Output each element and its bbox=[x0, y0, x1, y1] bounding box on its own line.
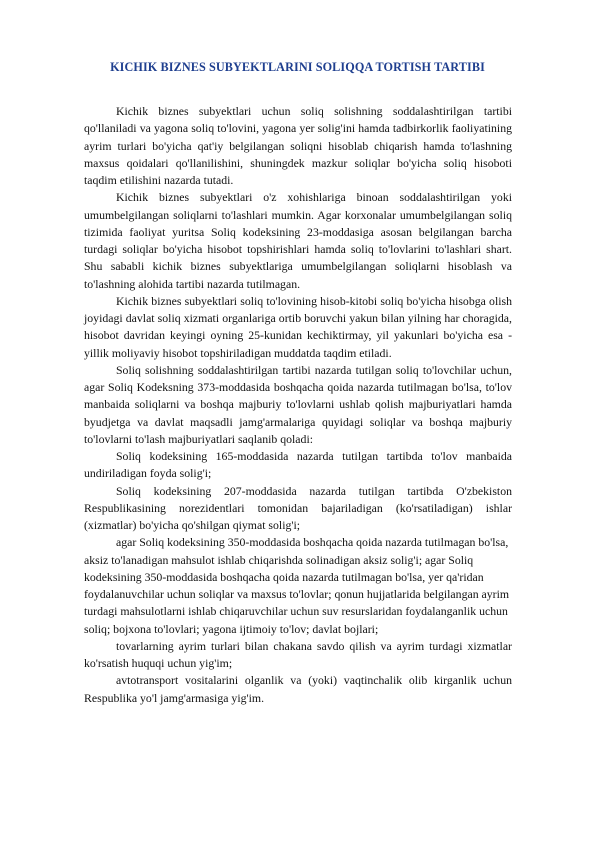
document-title: KICHIK BIZNES SUBYEKTLARINI SOLIQQA TORTISH TARTIBI bbox=[110, 60, 485, 74]
paragraph-simplified-procedure: Kichik biznes subyektlari uchun soliq solishning soddalashtirilgan tartibi qo'llaniladi va yagona soliq to'lovini, yagona yer solig'ini hamda tadbirkorlik faoliyatining ayrim turlari bo'yicha qat'iy belgilangan soliqni hisoblab chiqarish hamda to'lashning maxsus qoidalari qo'llanilishini, shuningdek mazkur soliqlar bo'yicha soliq hisoboti taqdim etilishini nazarda tutadi. bbox=[84, 104, 512, 187]
paragraph-retained-obligations: Soliq solishning soddalashtirilgan tartibi nazarda tutilgan soliq to'lovchilar uchun, agar Soliq Kodeksning 373-moddasida boshqacha qoida nazarda tutilmagan bo'lsa, to'lov manbaida soliqlarni va boshqa majburiy to'lovlarni ushlab qolish majburiyatlari hamda byudjetga va davlat maqsadli jamg'armalariga quyidagi soliqlar va boshqa majburiy to'lovlarni to'lash majburiyatlari saqlanib qoladi: bbox=[84, 362, 512, 446]
paragraph-reporting-deadline: Kichik biznes subyektlari soliq to'lovining hisob-kitobi soliq bo'yicha hisobga olish joyidagi davlat soliq xizmati organlariga ortib boruvchi yakun bilan yilning har choragida, hisobot davridan keyingi oyning 25-kunidan kechiktirmay, yil yakunlari bo'yicha esa - yillik moliyaviy hisobot topshiriladigan muddatda taqdim etiladi. bbox=[84, 293, 512, 360]
document-body bbox=[84, 103, 512, 707]
paragraph-excise-and-other: agar Soliq kodeksining 350-moddasida boshqacha qoida nazarda tutilmagan bo'lsa, aksiz to'lanadigan mahsulot ishlab chiqarishda solinadigan aksiz solig'i; agar Soliq kodeksining 350-moddasida boshqacha qoida nazarda tutilmagan bo'lsa, yer qa'ridan foydalanuvchilar uchun soliqlar va maxsus to'lovlar; qonun hujjatlarida belgilangan ayrim turdagi mahsulotlarni ishlab chiqaruvchilar uchun suv resurslaridan foydalanganlik uchun soliq; bojxona to'lovlari; yagona ijtimoiy to'lov; davlat bojlari; bbox=[84, 535, 510, 636]
paragraph-vat: Soliq kodeksining 207-moddasida nazarda tutilgan tartibda O'zbekiston Respublikasining norezidentlari tomonidan bajariladigan (ko'rsatiladigan) ishlar (xizmatlar) bo'yicha qo'shilgan qiymat solig'i; bbox=[84, 483, 512, 532]
paragraph-road-fund-fee: avtotransport vositalarini olganlik va (yoki) vaqtinchalik olib kirganlik uchun Respublika yo'l jamg'armasiga yig'im. bbox=[84, 673, 512, 705]
paragraph-voluntary-choice: Kichik biznes subyektlari o'z xohishlariga binoan soddalashtirilgan yoki umumbelgilangan soliqlarni to'lashlari mumkin. Agar korxonalar umumbelgilangan soliq tizimida faoliyat yuritsa Soliq kodeksining 23-moddasiga asosan belgilangan barcha turdagi soliqlar bo'yicha hisobot topshirishlari hamda soliq to'lovlarini to'lashlari shart. Shu sababli kichik biznes subyektlariga umumbelgilangan soliqlarni hisoblash va to'lashning alohida tartibi nazarda tutilmagan. bbox=[84, 190, 512, 291]
paragraph-retail-fee: tovarlarning ayrim turlari bilan chakana savdo qilish va ayrim turdagi xizmatlar ko'rsatish huquqi uchun yig'im; bbox=[84, 638, 512, 670]
paragraph-profit-tax: Soliq kodeksining 165-moddasida nazarda tutilgan tartibda to'lov manbaida undiriladigan foyda solig'i; bbox=[84, 449, 512, 481]
